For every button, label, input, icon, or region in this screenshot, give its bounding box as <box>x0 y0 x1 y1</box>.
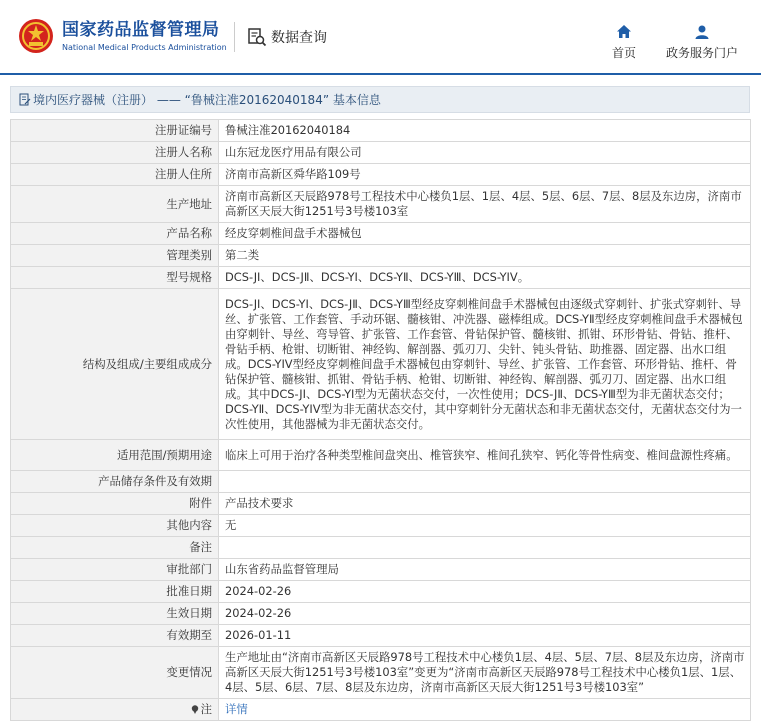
field-value: 生产地址由“济南市高新区天辰路978号工程技术中心楼负1层、4层、5层、7层、8层及东边房，济南市高新区天辰大街1251号3号楼103室”变更为“济南市高新区天辰路978号工程技术中心楼负1层、1层、4层、5层、6层、7层、8层及东边房，济南市高新区天辰大街1251号3号楼103室” <box>219 647 751 699</box>
document-search-icon <box>247 27 267 47</box>
field-value: 经皮穿刺椎间盘手术器械包 <box>219 223 751 245</box>
field-value: 临床上可用于治疗各种类型椎间盘突出、椎管狭窄、椎间孔狭窄、钙化等骨性病变、椎间盘源性疼痛。 <box>219 440 751 471</box>
nav-gov-service[interactable] <box>662 24 742 61</box>
table-row <box>11 699 751 721</box>
field-value: 2024-02-26 <box>219 581 751 603</box>
field-value: 无 <box>219 515 751 537</box>
table-row <box>11 186 751 223</box>
field-label <box>11 699 219 721</box>
user-icon <box>694 24 710 40</box>
table-row <box>11 142 751 164</box>
note-label: 注 <box>200 702 212 716</box>
field-label: 附件 <box>11 493 219 515</box>
table-row <box>11 515 751 537</box>
site-header <box>0 0 761 75</box>
field-value <box>219 699 751 721</box>
brand[interactable] <box>62 20 227 53</box>
field-value <box>219 471 751 493</box>
table-row <box>11 581 751 603</box>
data-query-link[interactable] <box>247 27 327 47</box>
table-row <box>11 559 751 581</box>
field-label: 注册人名称 <box>11 142 219 164</box>
field-label: 生产地址 <box>11 186 219 223</box>
table-row <box>11 493 751 515</box>
nav-home-label: 首页 <box>611 46 636 60</box>
nav-home[interactable] <box>604 24 644 61</box>
field-value: DCS-JⅠ、DCS-YⅠ、DCS-JⅡ、DCS-YⅢ型经皮穿刺椎间盘手术器械包由逐级式穿刺针、扩张式穿刺针、导丝、扩张管、工作套管、手动环锯、髓核钳、冲洗器、磁棒组成。DCS-YⅡ型经皮穿刺椎间盘手术器械包由穿刺针、导丝、弯导管、扩张管、工作套管、骨钻保护管、髓核钳、抓钳、环形骨钻、骨钻、推杆、骨钻手柄、枪钳、切断钳、神经钩、解剖器、弧刃刀、尖针、钝头骨钻、助推器、固定器、出水口组成。DCS-YIV型经皮穿刺椎间盘手术器械包由穿刺针、导丝、扩张管、工作套管、环形骨钻、推杆、骨钻保护管、髓核钳、抓钳、骨钻手柄、枪钳、切断钳、神经钩、解剖器、弧刃刀、固定器、出水口组成。其中DCS-JⅠ、DCS-YⅠ型为无菌状态交付，一次性使用；DCS-JⅡ、DCS-YⅢ型为非无菌状态交付；DCS-YⅡ、DCS-YIV型为非无菌状态交付，其中穿刺针分无菌状态和非无菌状态交付，无菌状态交付为一次性使用，其他器械为非无菌状态交付。 <box>219 289 751 440</box>
field-label: 注册人住所 <box>11 164 219 186</box>
field-value: 鲁械注准20162040184 <box>219 120 751 142</box>
field-label: 备注 <box>11 537 219 559</box>
header-divider <box>234 22 235 52</box>
field-value: 山东省药品监督管理局 <box>219 559 751 581</box>
document-edit-icon <box>19 93 31 106</box>
record-title: 境内医疗器械（注册） —— “鲁械注准20162040184” 基本信息 <box>33 93 381 107</box>
home-icon <box>616 24 632 40</box>
table-row <box>11 164 751 186</box>
field-label: 其他内容 <box>11 515 219 537</box>
field-label: 结构及组成/主要组成成分 <box>11 289 219 440</box>
brand-name-cn: 国家药品监督管理局 <box>62 20 220 40</box>
table-row <box>11 120 751 142</box>
brand-name-en: National Medical Products Administration <box>62 43 227 52</box>
field-value: 2026-01-11 <box>219 625 751 647</box>
table-row <box>11 647 751 699</box>
field-value: 济南市高新区舜华路109号 <box>219 164 751 186</box>
table-row <box>11 471 751 493</box>
table-row <box>11 625 751 647</box>
field-label: 批准日期 <box>11 581 219 603</box>
note-pin-icon <box>191 705 199 714</box>
field-value <box>219 537 751 559</box>
field-value: 济南市高新区天辰路978号工程技术中心楼负1层、1层、4层、5层、6层、7层、8层及东边房，济南市高新区天辰大街1251号3号楼103室 <box>219 186 751 223</box>
field-value: 产品技术要求 <box>219 493 751 515</box>
table-row <box>11 603 751 625</box>
table-row <box>11 245 751 267</box>
data-query-label: 数据查询 <box>271 30 327 46</box>
table-row <box>11 289 751 440</box>
field-value: 山东冠龙医疗用品有限公司 <box>219 142 751 164</box>
table-row <box>11 537 751 559</box>
field-label: 审批部门 <box>11 559 219 581</box>
table-row <box>11 267 751 289</box>
field-label: 适用范围/预期用途 <box>11 440 219 471</box>
field-value: DCS-JⅠ、DCS-JⅡ、DCS-YⅠ、DCS-YⅡ、DCS-YⅢ、DCS-YIV。 <box>219 267 751 289</box>
nav-gov-label: 政务服务门户 <box>665 46 738 60</box>
field-label: 注册证编号 <box>11 120 219 142</box>
field-value: 第二类 <box>219 245 751 267</box>
registration-info-table <box>10 119 751 721</box>
field-value: 2024-02-26 <box>219 603 751 625</box>
field-label: 有效期至 <box>11 625 219 647</box>
record-title-bar <box>10 86 750 113</box>
table-row <box>11 440 751 471</box>
field-label: 型号规格 <box>11 267 219 289</box>
national-emblem-logo[interactable] <box>18 18 54 54</box>
field-label: 产品储存条件及有效期 <box>11 471 219 493</box>
field-label: 生效日期 <box>11 603 219 625</box>
field-label: 管理类别 <box>11 245 219 267</box>
field-label: 产品名称 <box>11 223 219 245</box>
table-row <box>11 223 751 245</box>
details-link[interactable]: 详情 <box>225 702 248 716</box>
field-label: 变更情况 <box>11 647 219 699</box>
